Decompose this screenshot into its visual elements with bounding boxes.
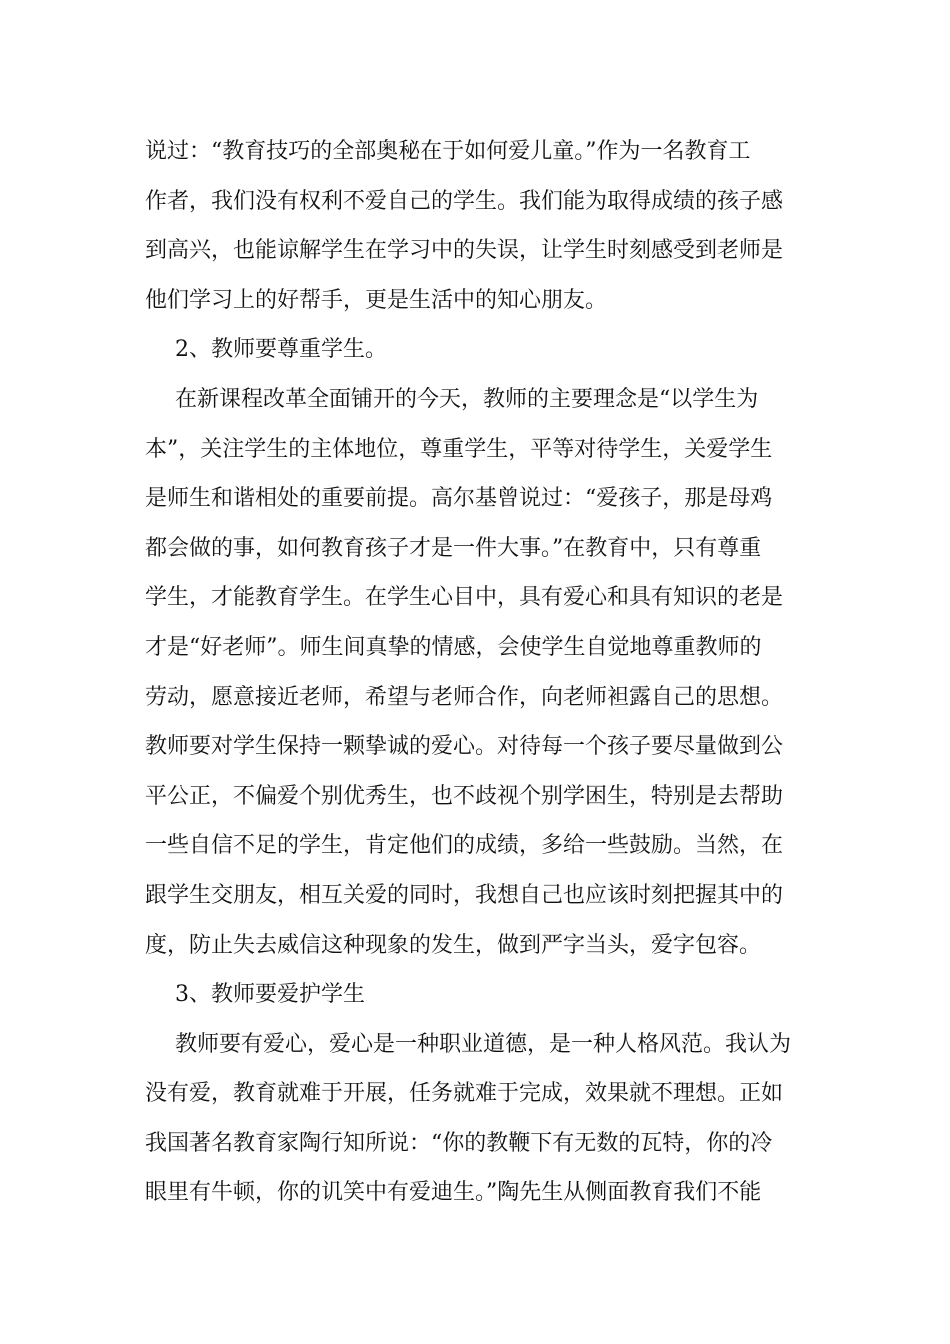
text-line: 劳动，愿意接近老师，希望与老师合作，向老师袒露自己的思想。 — [145, 684, 784, 710]
text-line: 我国著名教育家陶行知所说：“你的教鞭下有无数的瓦特，你的冷 — [145, 1130, 773, 1156]
document-body — [145, 127, 809, 1218]
text-line: 平公正，不偏爱个别优秀生，也不歧视个别学困生，特别是去帮助 — [145, 783, 784, 809]
text-line: 学生，才能教育学生。在学生心目中，具有爱心和具有知识的老是 — [145, 585, 784, 611]
text-line: 教师要有爱心，爱心是一种职业道德，是一种人格风范。我认为 — [175, 1031, 792, 1057]
text-line: 到高兴，也能谅解学生在学习中的失误，让学生时刻感受到老师是 — [145, 238, 784, 264]
text-line: 说过：“教育技巧的全部奥秘在于如何爱儿童。”作为一名教育工 — [145, 139, 751, 164]
text-line: 本”，关注学生的主体地位，尊重学生，平等对待学生，关爱学生 — [145, 436, 773, 462]
text-line: 眼里有牛顿，你的讥笑中有爱迪生。”陶先生从侧面教育我们不能 — [145, 1180, 762, 1206]
section-heading: 2、教师要尊重学生。 — [175, 337, 387, 363]
text-line: 是师生和谐相处的重要前提。高尔基曾说过：“爱孩子，那是母鸡 — [145, 486, 773, 512]
text-line: 没有爱，教育就难于开展，任务就难于完成，效果就不理想。正如 — [145, 1081, 784, 1107]
text-line: 在新课程改革全面铺开的今天，教师的主要理念是“以学生为 — [175, 386, 759, 412]
text-line: 才是“好老师”。师生间真挚的情感，会使学生自觉地尊重教师的 — [145, 634, 762, 660]
text-line: 他们学习上的好帮手，更是生活中的知心朋友。 — [145, 287, 608, 313]
section-heading: 3、教师要爱护学生 — [175, 982, 365, 1008]
text-line: 教师要对学生保持一颗挚诚的爱心。对待每一个孩子要尽量做到公 — [145, 734, 784, 760]
text-line: 一些自信不足的学生，肯定他们的成绩，多给一些鼓励。当然，在 — [145, 833, 784, 859]
text-line: 跟学生交朋友，相互关爱的同时，我想自己也应该时刻把握其中的 — [145, 882, 784, 908]
text-line: 作者，我们没有权利不爱自己的学生。我们能为取得成绩的孩子感 — [145, 188, 784, 214]
text-line: 都会做的事，如何教育孩子才是一件大事。”在教育中，只有尊重 — [145, 535, 762, 561]
text-line: 度，防止失去威信这种现象的发生，做到严字当头，爱字包容。 — [145, 932, 762, 958]
